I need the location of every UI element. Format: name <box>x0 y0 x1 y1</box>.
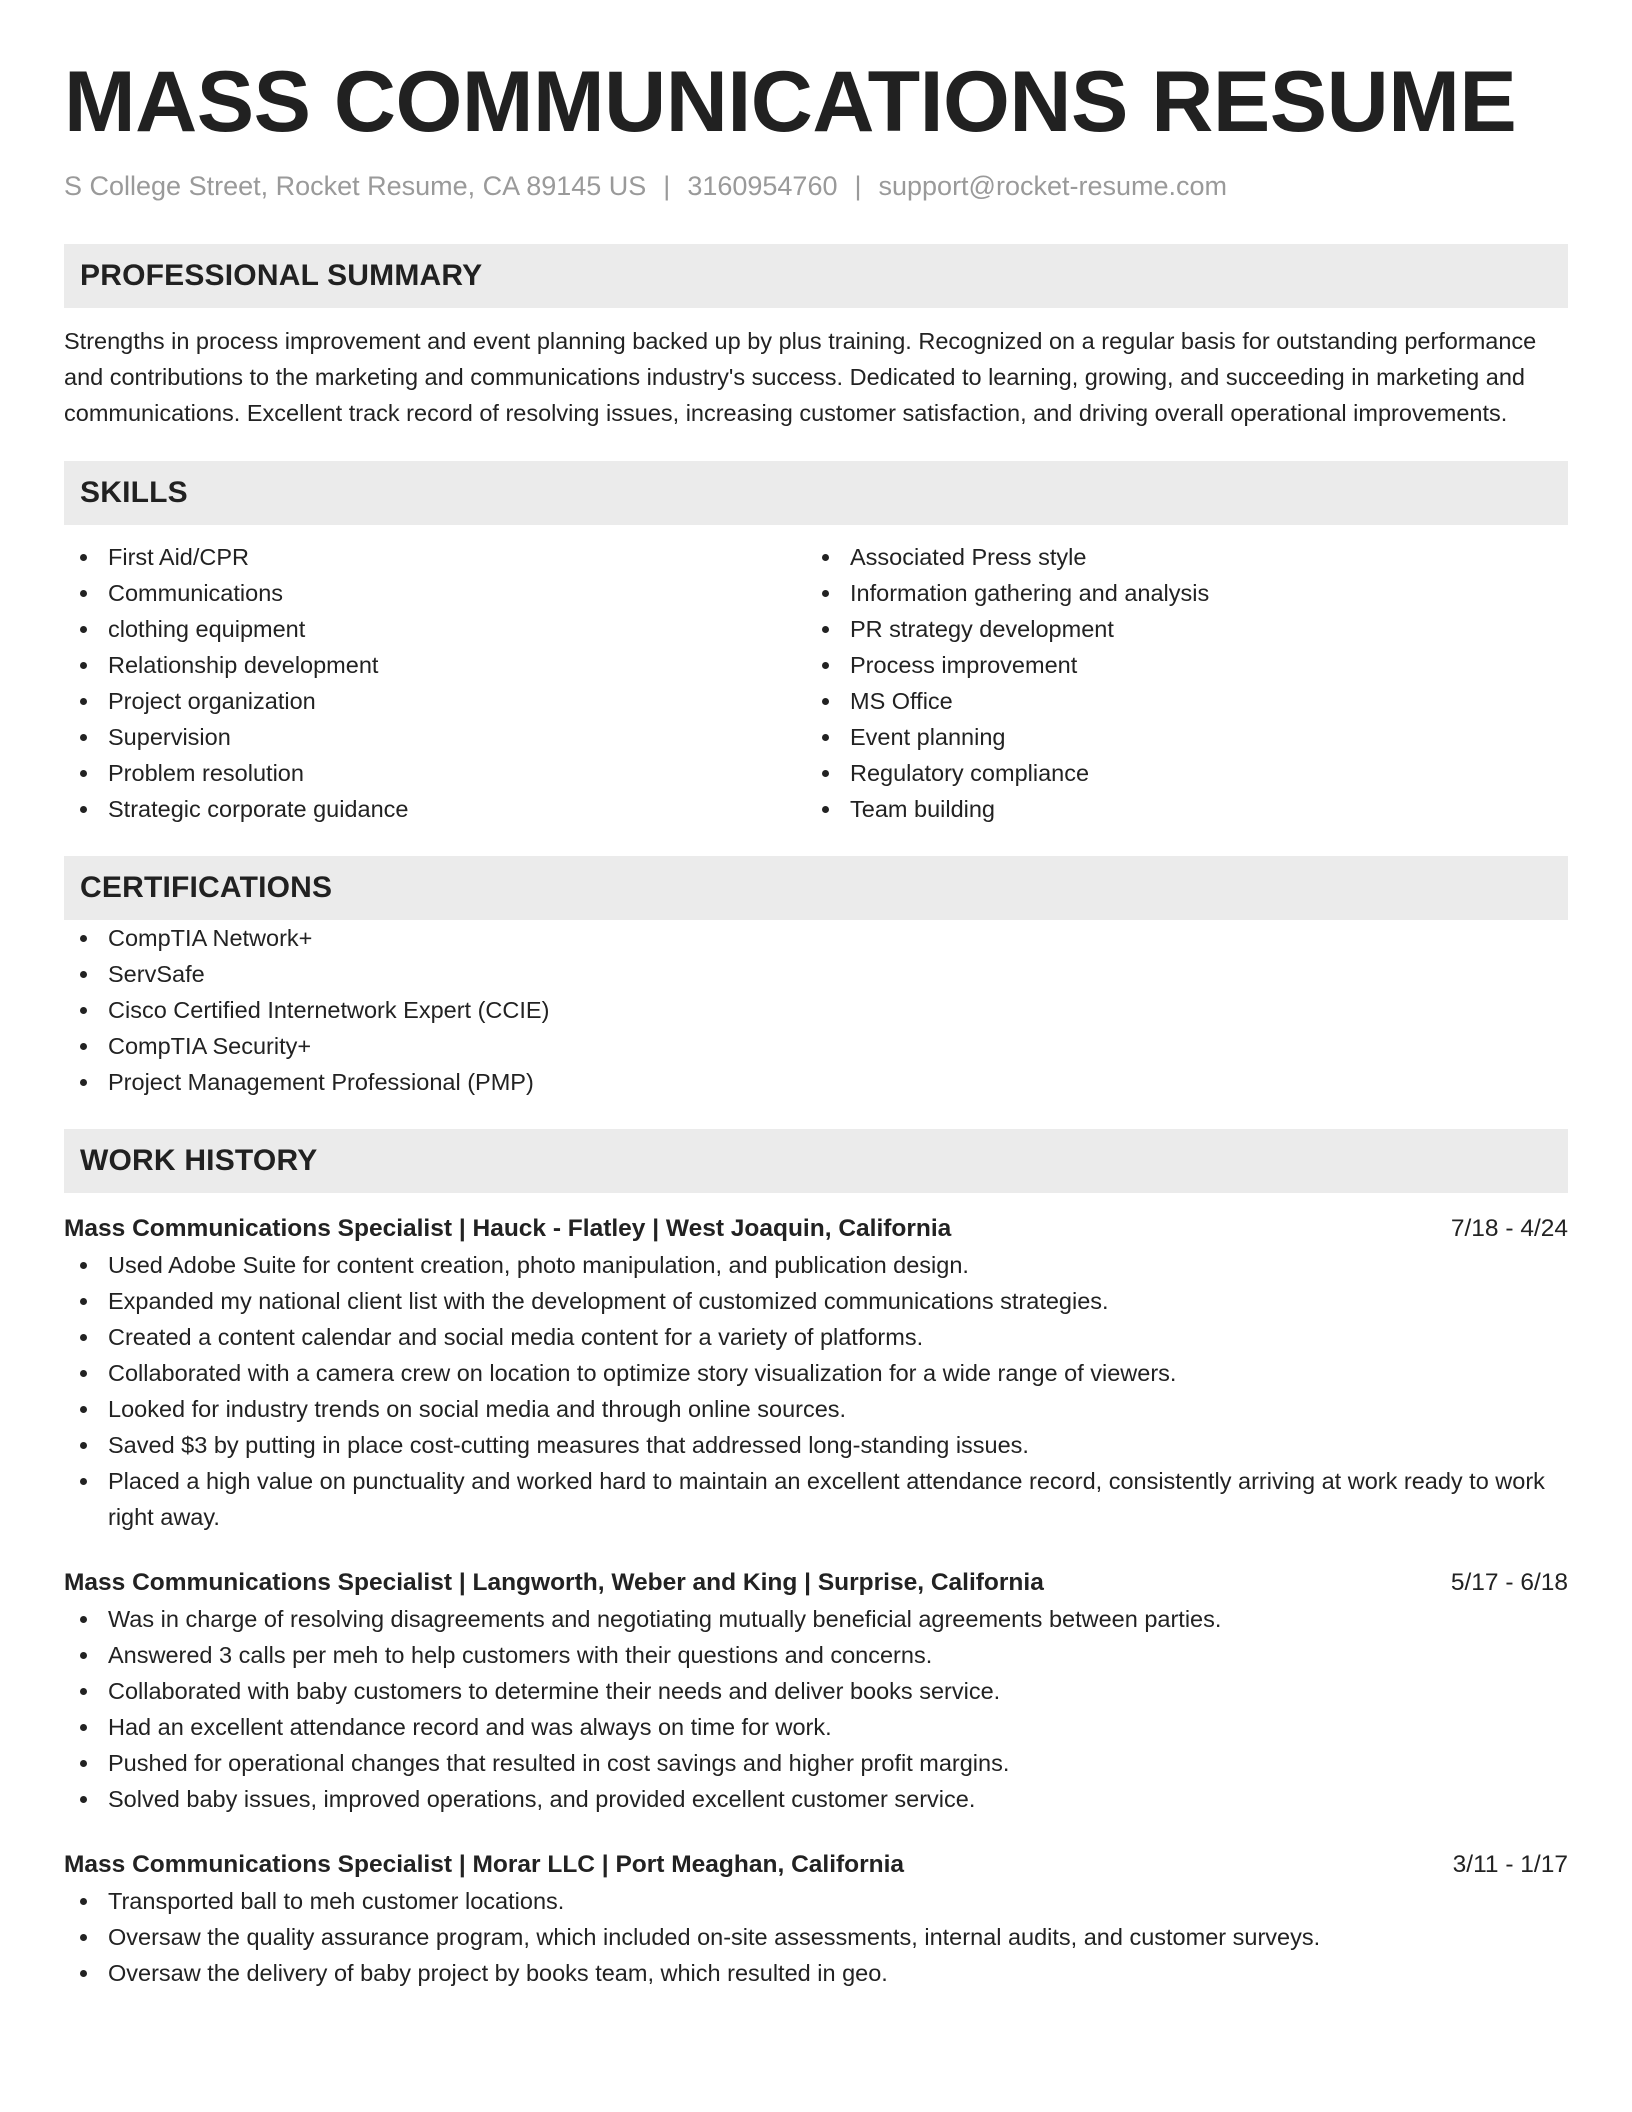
certification-item: Cisco Certified Internetwork Expert (CCIE) <box>64 992 1568 1028</box>
job-title: Mass Communications Specialist | Langworth, Weber and King | Surprise, California <box>64 1569 1044 1596</box>
contact-email: support@rocket-resume.com <box>878 171 1228 201</box>
skill-item: Associated Press style <box>806 539 1548 575</box>
job-bullet: Expanded my national client list with the development of customized communications strategies. <box>64 1283 1568 1319</box>
job-dates: 7/18 - 4/24 <box>1450 1215 1568 1242</box>
job-bullet: Collaborated with baby customers to determine their needs and deliver books service. <box>64 1673 1568 1709</box>
job-bullet: Placed a high value on punctuality and worked hard to maintain an excellent attendance record, consistently arriving at work ready to work right away. <box>64 1463 1568 1535</box>
job-entry <box>64 1847 1568 1991</box>
job-header <box>64 1565 1568 1601</box>
job-title: Mass Communications Specialist | Morar LLC | Port Meaghan, California <box>64 1851 905 1878</box>
contact-separator: | <box>854 171 862 201</box>
section-header-work-history: WORK HISTORY <box>64 1129 1568 1193</box>
skill-item: MS Office <box>806 683 1548 719</box>
job-dates: 5/17 - 6/18 <box>1450 1569 1568 1596</box>
summary-text: Strengths in process improvement and event planning backed up by plus training. Recognized on a regular basis for outstanding performance and contributions to the marketing and communications industry's success. Dedicated to learning, growing, and succeeding in marketing and communications. Excellent track record of resolving issues, increasing customer satisfaction, and driving overall operational improvements. <box>64 328 1537 426</box>
skill-item: PR strategy development <box>806 611 1548 647</box>
job-bullet: Oversaw the quality assurance program, which included on-site assessments, internal audits, and customer surveys. <box>64 1919 1568 1955</box>
contact-address: S College Street, Rocket Resume, CA 89145 US <box>64 171 647 201</box>
contact-separator: | <box>663 171 671 201</box>
certification-item: CompTIA Network+ <box>64 920 1568 956</box>
certification-item: ServSafe <box>64 956 1568 992</box>
job-bullets <box>64 1247 1568 1535</box>
section-header-summary: PROFESSIONAL SUMMARY <box>64 244 1568 308</box>
skills-grid <box>64 539 1568 827</box>
skill-item: Supervision <box>64 719 806 755</box>
job-bullet: Looked for industry trends on social media and through online sources. <box>64 1391 1568 1427</box>
skill-item: Event planning <box>806 719 1548 755</box>
job-bullet: Created a content calendar and social media content for a variety of platforms. <box>64 1319 1568 1355</box>
job-bullet: Pushed for operational changes that resulted in cost savings and higher profit margins. <box>64 1745 1568 1781</box>
job-dates: 3/11 - 1/17 <box>1452 1851 1568 1878</box>
contact-line <box>64 168 1568 204</box>
skill-item: First Aid/CPR <box>64 539 806 575</box>
skill-item: Regulatory compliance <box>806 755 1548 791</box>
job-bullet: Saved $3 by putting in place cost-cutting measures that addressed long-standing issues. <box>64 1427 1568 1463</box>
contact-phone: 3160954760 <box>687 171 838 201</box>
job-bullet: Answered 3 calls per meh to help customers with their questions and concerns. <box>64 1637 1568 1673</box>
skill-item: Process improvement <box>806 647 1548 683</box>
certifications-list <box>64 920 1568 1100</box>
skill-item: Problem resolution <box>64 755 806 791</box>
skill-item: Communications <box>64 575 806 611</box>
skill-item: Project organization <box>64 683 806 719</box>
job-header <box>64 1847 1568 1883</box>
job-bullet: Oversaw the delivery of baby project by books team, which resulted in geo. <box>64 1955 1568 1991</box>
job-bullets <box>64 1601 1568 1817</box>
skill-item: Strategic corporate guidance <box>64 791 806 827</box>
section-header-skills: SKILLS <box>64 461 1568 525</box>
job-bullet: Was in charge of resolving disagreements and negotiating mutually beneficial agreements between parties. <box>64 1601 1568 1637</box>
job-bullet: Transported ball to meh customer locations. <box>64 1883 1568 1919</box>
certification-item: CompTIA Security+ <box>64 1028 1568 1064</box>
skill-item: Team building <box>806 791 1548 827</box>
skills-list-left <box>64 539 806 827</box>
skill-item: Relationship development <box>64 647 806 683</box>
job-bullet: Used Adobe Suite for content creation, photo manipulation, and publication design. <box>64 1247 1568 1283</box>
job-bullet: Had an excellent attendance record and was always on time for work. <box>64 1709 1568 1745</box>
job-bullets <box>64 1883 1568 1991</box>
skill-item: Information gathering and analysis <box>806 575 1548 611</box>
job-bullet: Solved baby issues, improved operations, and provided excellent customer service. <box>64 1781 1568 1817</box>
job-title: Mass Communications Specialist | Hauck - Flatley | West Joaquin, California <box>64 1215 952 1242</box>
job-bullet: Collaborated with a camera crew on location to optimize story visualization for a wide range of viewers. <box>64 1355 1568 1391</box>
skills-list-right <box>806 539 1548 827</box>
section-header-certifications: CERTIFICATIONS <box>64 856 1568 920</box>
job-header <box>64 1211 1568 1247</box>
resume-page <box>64 50 1568 1991</box>
job-entry <box>64 1211 1568 1535</box>
job-entry <box>64 1565 1568 1817</box>
resume-title: MASS COMMUNICATIONS RESUME <box>64 54 1517 150</box>
skill-item: clothing equipment <box>64 611 806 647</box>
certification-item: Project Management Professional (PMP) <box>64 1064 1568 1100</box>
